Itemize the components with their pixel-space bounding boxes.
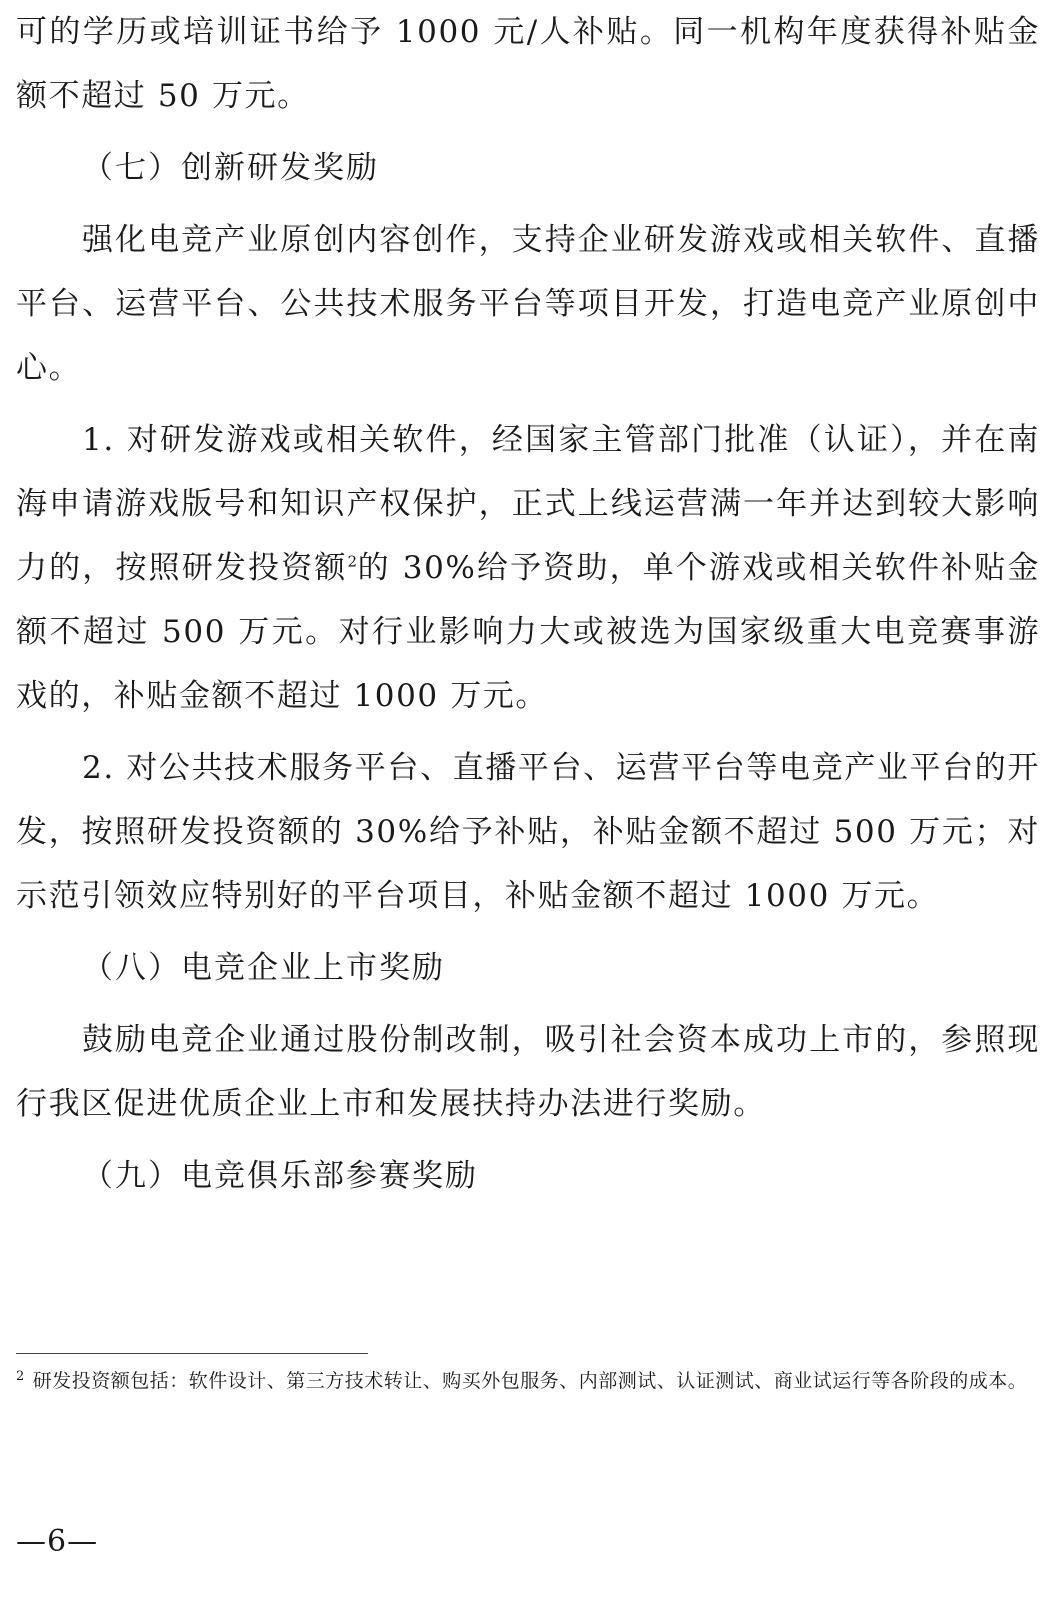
footnote-divider (16, 1353, 368, 1354)
page-number: —6— (16, 1524, 99, 1559)
footnote-reference: 2 (347, 552, 358, 571)
paragraph-innovation-item-1-part1: 1. 对研发游戏或相关软件，经国家主管部门批准（认证），并在南海申请游戏版号和知识产权保护，正式上线运营满一年并达到较大影响力的，按照研发投资额 (16, 422, 1040, 586)
footnote-mark: 2 (16, 1368, 25, 1384)
paragraph-innovation-item-1-part2: 的 30%给予资助，单个游戏或相关软件补贴金额不超过 500 万元。对行业影响力大或被选为国家级重大电竞赛事游戏的，补贴金额不超过 1000 万元。 (16, 550, 1040, 714)
body-text (16, 0, 1040, 1208)
paragraph-innovation-item-2: 2. 对公共技术服务平台、直播平台、运营平台等电竞产业平台的开发，按照研发投资额的 30%给予补贴，补贴金额不超过 500 万元；对示范引领效应特别好的平台项目，补贴金额不超过 1000 万元。 (16, 750, 1040, 914)
paragraph-innovation-intro: 强化电竞产业原创内容创作，支持企业研发游戏或相关软件、直播平台、运营平台、公共技术服务平台等项目开发，打造电竞产业原创中心。 (16, 222, 1040, 386)
paragraph-innovation-item-1 (16, 408, 1040, 728)
section-heading-8: （八）电竞企业上市奖励 (82, 950, 445, 986)
footnote (16, 1364, 1040, 1398)
footnote-text: 研发投资额包括：软件设计、第三方技术转让、购买外包服务、内部测试、认证测试、商业试运行等各阶段的成本。 (32, 1370, 1028, 1392)
section-heading-9: （九）电竞俱乐部参赛奖励 (82, 1158, 478, 1194)
paragraph-listing-reward: 鼓励电竞企业通过股份制改制，吸引社会资本成功上市的，参照现行我区促进优质企业上市和发展扶持办法进行奖励。 (16, 1022, 1040, 1122)
section-heading-7: （七）创新研发奖励 (82, 150, 379, 186)
paragraph-continued: 可的学历或培训证书给予 1000 元/人补贴。同一机构年度获得补贴金额不超过 50 万元。 (16, 14, 1040, 114)
